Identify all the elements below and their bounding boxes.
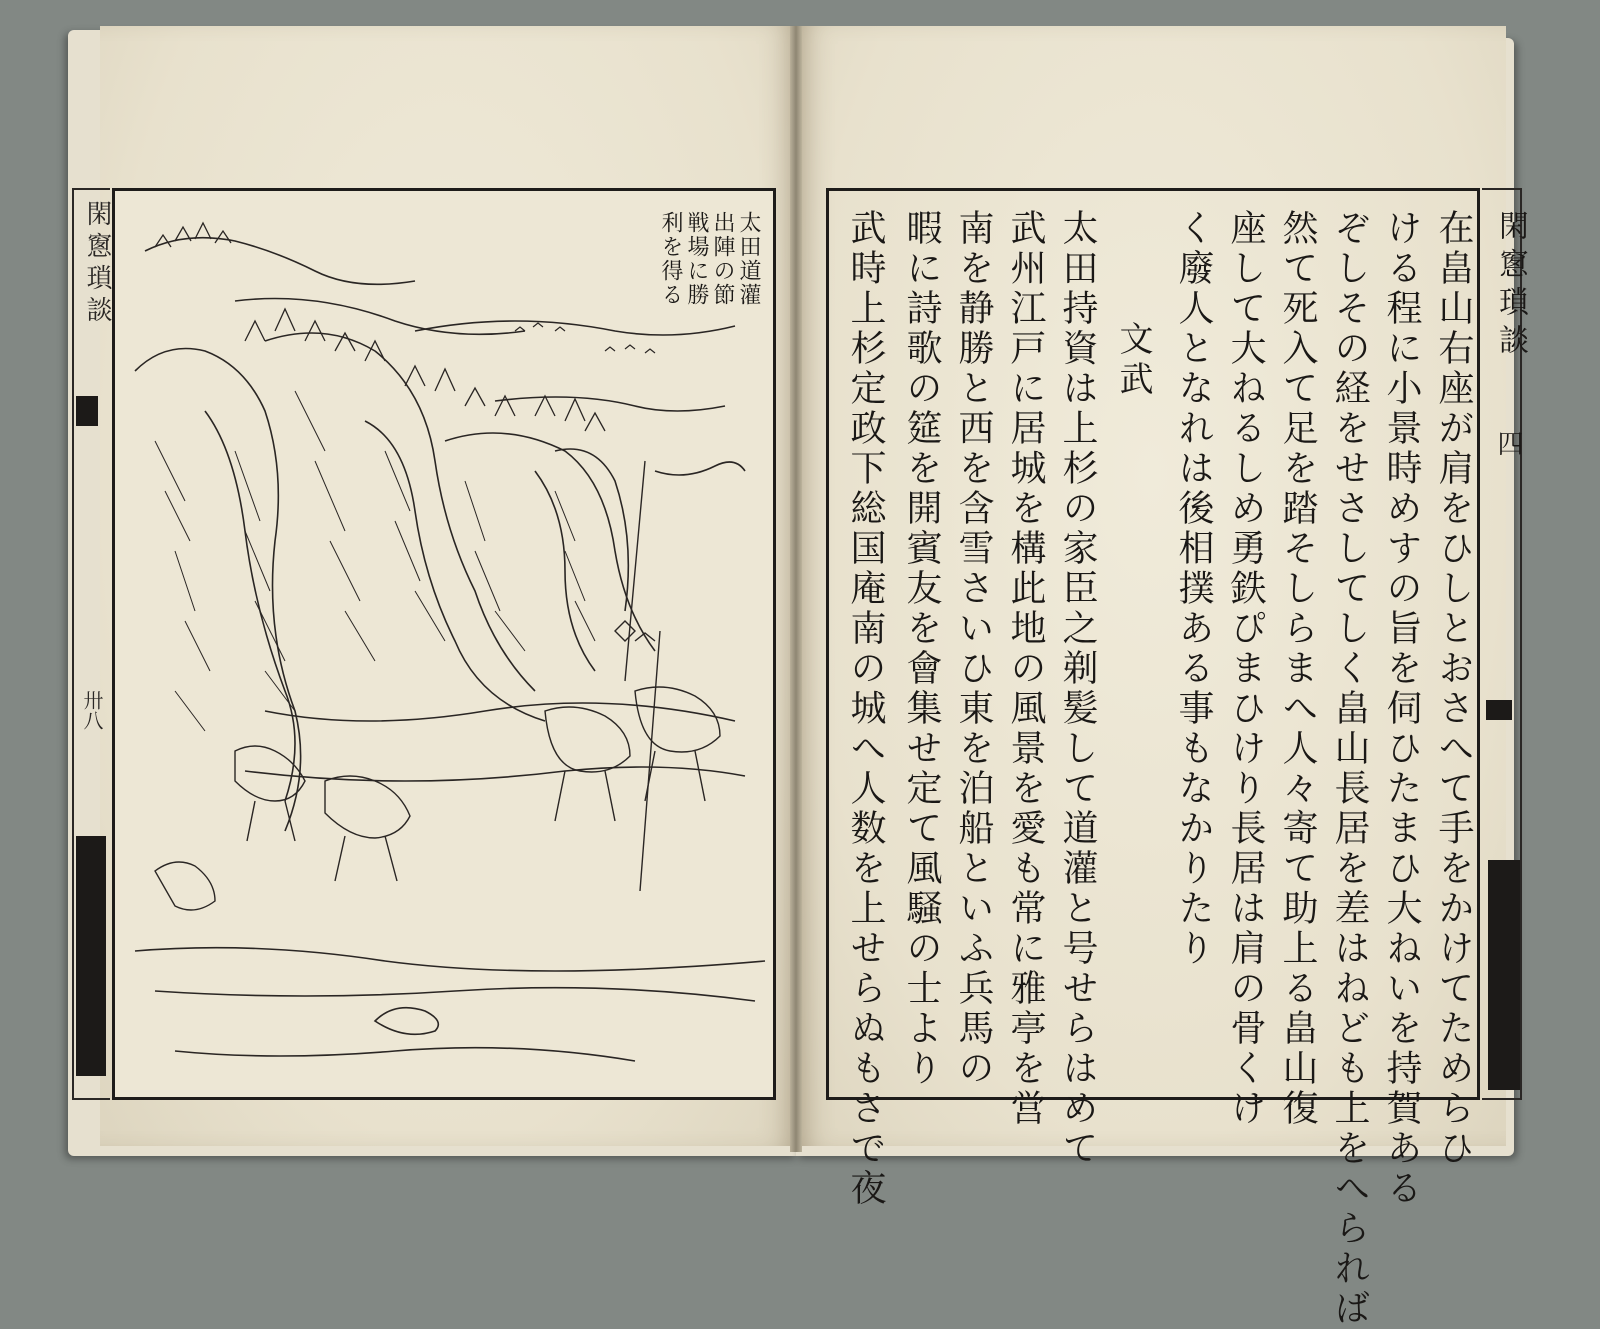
text-column: 南を静勝と西を含雪さいひ東を泊船といふ兵馬の: [953, 209, 994, 1089]
left-folio-number: 卅八: [80, 690, 104, 730]
text-column: ぞしその経をせさしてしく畠山長居を差はねども上をへられば: [1329, 209, 1370, 1329]
text-column: く廢人となれは後相撲ある事もなかりたり: [1173, 209, 1214, 969]
caption-line: 太田道灌: [736, 211, 761, 307]
illustration-caption: [657, 211, 761, 307]
left-margin-marker-top: [76, 396, 98, 426]
text-frame: [826, 188, 1480, 1329]
right-margin-marker: [1486, 700, 1512, 720]
text-column: 座して大ねるしめ勇鉄ぴまひけり長居は肩の骨くけ: [1225, 209, 1266, 1129]
text-column: ける程に小景時めすの旨を伺ひたまひ大ねいを持賀ある: [1381, 209, 1422, 1209]
text-column: 然て死入て足を踏そしらまへ人々寄て助上る畠山復: [1277, 209, 1318, 1129]
right-margin-title: 閑窻瑣談: [1493, 210, 1528, 362]
text-column: 太田持資は上杉の家臣之剃髪して道灌と号せらはめて: [1057, 209, 1098, 1169]
left-margin-black-band: [76, 836, 106, 1076]
text-column: 武時上杉定政下総国庵南の城へ人数を上せらぬもさで夜: [845, 209, 886, 1209]
caption-line: 出陣の節: [710, 211, 735, 307]
text-column: 武州江戸に居城を構此地の風景を愛も常に雅亭を営: [1005, 209, 1046, 1129]
caption-line: 利を得る: [658, 211, 683, 307]
right-margin-black-band: [1488, 860, 1520, 1090]
left-margin-title: 閑窻瑣談: [82, 200, 112, 328]
text-column: 暇に詩歌の筵を開賓友を會集せ定て風騒の士より: [901, 209, 942, 1089]
right-folio-number: 四: [1493, 430, 1523, 456]
caption-line: 戦場に勝: [684, 211, 709, 307]
text-column: 在畠山右座が肩をひしとおさへて手をかけてためらひ: [1433, 209, 1474, 1169]
section-heading: 文武: [1113, 321, 1153, 401]
woodblock-illustration: [112, 188, 776, 1100]
battle-landscape-illustration: [115, 191, 773, 1097]
book-spine: [790, 26, 802, 1152]
